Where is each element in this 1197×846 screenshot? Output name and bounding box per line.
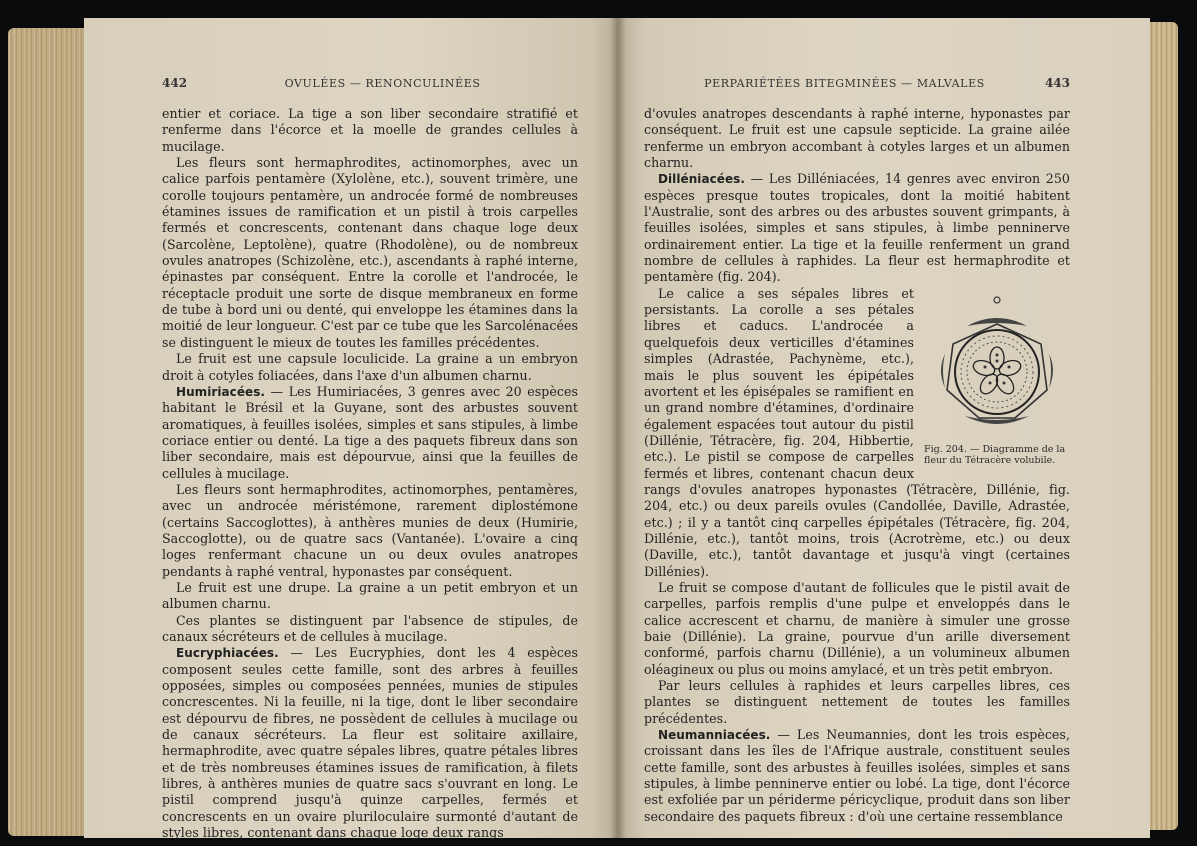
- paragraph: [644, 106, 1070, 171]
- family-heading: Neumanniacées.: [658, 728, 771, 743]
- right-running-title: PERPARIÉTÉES BITEGMINÉES — MALVALES: [704, 77, 985, 90]
- paragraph-text: — Les Eucryphies, dont les 4 espèces composent seules cette famille, sont des arbres à feuilles opposées, simples ou composées pennées, munies de stipules concrescentes. Ni la feuille, ni la tige, dont le liber secondaire est dépourvu de fibres, ne possèdent de cellules à mucilage ou de canaux sécréteurs. La fleur est solitaire axillaire, hermaphrodite, avec quatre sépales libres, quatre pétales libres et de très nombreuses étamines issues de ramification, à filets libres, à anthères munies de quatre sacs s'ouvrant en long. Le pistil comprend jusqu'à quinze carpelles, fermés et concrescents en un ovaire pluriloculaire surmonté d'autant de styles libres, contenant dans chaque loge deux rangs: [162, 645, 578, 841]
- family-heading: Humiriacées.: [176, 384, 266, 399]
- left-page-edges: [8, 28, 88, 836]
- paragraph-text: — Les Humiriacées, 3 genres avec 20 espèces habitant le Brésil et la Guyane, sont des arbustes souvent aromatiques, à feuilles isolées, simples et sans stipules, à limbe coriace entier ou denté. La tige a des paquets fibreux dans son liber secondaire, mais est dépourvue, ainsi que la feuilles de cellules à mucilage.: [162, 383, 578, 481]
- right-page: [618, 18, 1150, 838]
- right-running-head: [644, 76, 1070, 106]
- paragraph: [162, 613, 578, 646]
- paragraph-text: Les fleurs sont hermaphrodites, actinomorphes, avec un calice parfois pentamère (Xylolène, etc.), souvent trimère, une corolle toujours pentamère, un androcée formé de nombreuses étamines issues de ramification et un pistil à trois carpelles fermés et concrescents, contenant dans chaque loge deux (Sarcolène, Leptolène), quatre (Rhodolène), ou de nombreux ovules anatropes (Schizolène, etc.), ascendants à raphé interne, épinastes par conséquent. Entre la corolle et l'androcée, le réceptacle produit une sorte de disque membraneux en forme de tube à bord uni ou denté, qui enveloppe les étamines dans la moitié de leur longueur. C'est par ce tube que les Sarcolénacées se distinguent le mieux de toutes les familles précédentes.: [162, 155, 578, 350]
- paragraph-text: — Les Dilléniacées, 14 genres avec environ 250 espèces presque toutes tropicales, dont la moitié habitent l'Australie, sont des arbres ou des arbustes souvent grimpants, à feuilles isolées, simples et sans stipules, à limbe penninerve ordinairement entier. La tige et la feuille renferment un grand nombre de cellules à raphides. La fleur est hermaphrodite et pentamère (fig. 204).: [644, 171, 1070, 285]
- paragraph: [162, 351, 578, 384]
- paragraph-text: d'ovules anatropes descendants à raphé interne, hyponastes par conséquent. Le fruit est une capsule septicide. La graine ailée renferme un embryon accombant à cotyles larges et un albumen charnu.: [644, 106, 1070, 171]
- left-running-head: [162, 76, 578, 106]
- paragraph-text: entier et coriace. La tige a son liber secondaire stratifié et renferme dans l'écorce et la moelle de grandes cellules à mucilage.: [162, 106, 578, 154]
- paragraph: [162, 580, 578, 613]
- right-page-number: 443: [1044, 76, 1070, 90]
- left-page-text: [162, 106, 578, 841]
- paragraph-text: Le fruit se compose d'autant de follicules que le pistil avait de carpelles, parfois remplis d'une pulpe et enveloppés dans le calice accrescent et charnu, de manière à simuler une grosse baie (Dillénie). La graine, pourvue d'un arille diversement conformé, parfois charnu (Dillénie), a un volumineux albumen oléagineux ou plus ou moins amylacé, et un très petit embryon.: [644, 579, 1070, 677]
- paragraph-text: Par leurs cellules à raphides et leurs carpelles libres, ces plantes se distinguent nettement de toutes les familles précédentes.: [644, 678, 1070, 726]
- paragraph-text: — Les Neumannies, dont les trois espèces, croissant dans les îles de l'Afrique australe, constituent seules cette famille, sont des arbustes à feuilles isolées, simples et sans stipules, à limbe penninerve entier ou lobé. La tige, dont l'écorce est exfoliée par un périderme péricyclique, produit dans son liber secondaire des paquets fibreux : d'où une certaine ressemblance: [644, 727, 1070, 824]
- paragraph-text: Les fleurs sont hermaphrodites, actinomorphes, pentamères, avec un androcée méristémone, rarement diplostémone (certains Saccoglottes), à anthères munies de deux (Humirie, Saccoglotte), ou de quatre sacs (Vantanée). L'ovaire a cinq loges renfermant chacune un ou deux ovules anatropes pendants à raphé ventral, hyponastes par conséquent.: [162, 481, 578, 579]
- paragraph-text: Le calice a ses sépales libres et persistants. La corolle a ses pétales libres et caducs. L'androcée a quelquefois deux verticilles d'étamines simples (Adrastée, Pachynème, etc.), mais le plus souvent les épipétales avortent et les épisépales se ramifient en un grand nombre d'étamines, d'ordinaire également espacées tout autour du pistil (Dillénie, Tétracère, fig. 204, Hibbertie, etc.). Le pistil se compose de carpelles fermés et libres, contenant chacun deux rangs d'ovules anatropes hyponastes (Tétracère, Dillénie, fig. 204, etc.) ou deux pareils ovules (Candollée, Daville, Adrastée, etc.) ; il y a tantôt cinq carpelles épipétales (Tétracère, fig. 204, Dillénie, etc.), tantôt moins, trois (Acrotrème, etc.) ou deux (Daville, etc.), tantôt davantage et jusqu'à vingt (certaines Dillénies).: [644, 285, 1070, 579]
- figure-204: [924, 292, 1070, 466]
- paragraph: [162, 106, 578, 155]
- paragraph: [162, 482, 578, 580]
- right-page-text: [644, 106, 1070, 825]
- book-gutter: [610, 18, 626, 838]
- paragraph: [644, 171, 1070, 285]
- paragraph: [162, 155, 578, 351]
- paragraph: [644, 678, 1070, 727]
- left-running-title: OVULÉES — RENONCULINÉES: [284, 77, 481, 90]
- left-page-number: 442: [162, 76, 188, 90]
- paragraph-text: Le fruit est une capsule loculicide. La graine a un embryon droit à cotyles foliacées, dans l'axe d'un albumen charnu.: [162, 351, 578, 383]
- family-heading: Eucryphiacées.: [176, 646, 279, 661]
- flower-diagram-illustration: [929, 292, 1065, 442]
- family-heading: Dilléniacées.: [658, 172, 745, 187]
- paragraph: [644, 580, 1070, 678]
- paragraph: [162, 384, 578, 482]
- paragraph-text: Le fruit est une drupe. La graine a un petit embryon et un albumen charnu.: [162, 579, 578, 612]
- figure-caption: Fig. 204. — Diagramme de la fleur du Tétracère volubile.: [924, 443, 1066, 466]
- paragraph: [644, 727, 1070, 825]
- paragraph-text: Ces plantes se distinguent par l'absence de stipules, de canaux sécréteurs et de cellules à mucilage.: [162, 612, 578, 644]
- paragraph: [162, 645, 578, 841]
- left-page: [84, 18, 618, 841]
